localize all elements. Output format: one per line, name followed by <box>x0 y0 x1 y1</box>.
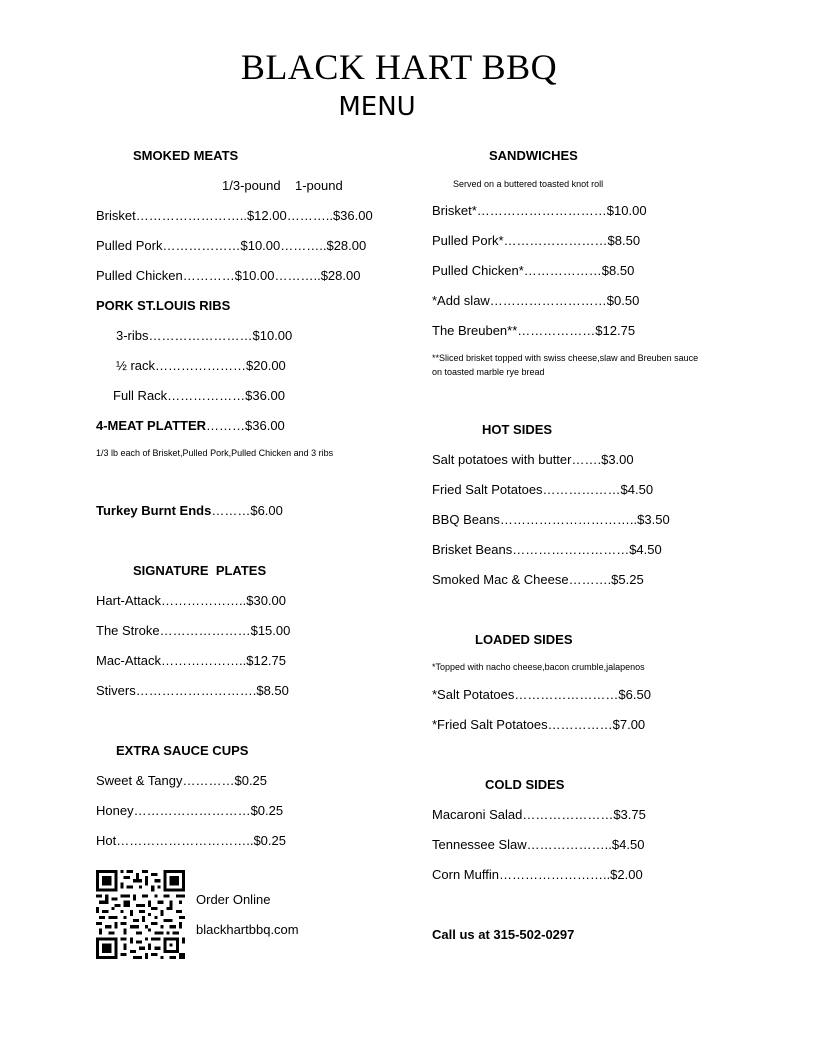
menu-item-half-rack: ½ rack…………………$20.00 <box>116 358 286 373</box>
menu-item-smoked-mac: Smoked Mac & Cheese……….$5.25 <box>432 572 644 587</box>
menu-item-loaded-salt-potatoes: *Salt Potatoes……………………$6.50 <box>432 687 651 702</box>
loaded-sides-note: *Topped with nacho cheese,bacon crumble,jalapenos <box>432 662 645 672</box>
menu-item-brisket-beans: Brisket Beans………………………$4.50 <box>432 542 662 557</box>
menu-subtitle: MENU <box>338 92 416 122</box>
menu-item-salt-potatoes: Salt potatoes with butter…….$3.00 <box>432 452 634 467</box>
sauce-heading: EXTRA SAUCE CUPS <box>116 743 249 758</box>
platter-name: 4-MEAT PLATTER <box>96 418 207 433</box>
platter-note: 1/3 lb each of Brisket,Pulled Pork,Pulled Chicken and 3 ribs <box>96 448 334 458</box>
menu-title: BLACK HART BBQ <box>240 47 558 87</box>
hot-sides-heading: HOT SIDES <box>482 422 553 437</box>
menu-item-mac-attack: Mac-Attack………………..$12.75 <box>96 653 286 668</box>
menu-item-pulled-pork-sandwich: Pulled Pork*……………………$8.50 <box>432 233 641 248</box>
breuben-footnote-1: **Sliced brisket topped with swiss cheese,slaw and Breuben sauce <box>432 353 699 363</box>
menu-item-breuben: The Breuben**………………$12.75 <box>432 323 636 338</box>
order-online-label: Order Online <box>196 892 271 907</box>
menu-item-brisket: Brisket……………………..$12.00………..$36.00 <box>96 208 373 223</box>
menu-item-bbq-beans: BBQ Beans…………………………..$3.50 <box>432 512 670 527</box>
menu-item-stivers: Stivers……………………….$8.50 <box>96 683 289 698</box>
size-column-header: 1/3-pound 1-pound <box>222 178 343 193</box>
sandwiches-heading: SANDWICHES <box>489 148 578 163</box>
menu-item-loaded-fried-salt-potatoes: *Fried Salt Potatoes……………$7.00 <box>432 717 646 732</box>
menu-item-macaroni-salad: Macaroni Salad…………………$3.75 <box>432 807 646 822</box>
signature-heading: SIGNATURE PLATES <box>133 563 267 578</box>
menu-item-the-stroke: The Stroke…………………$15.00 <box>96 623 291 638</box>
qr-code-icon[interactable] <box>96 870 185 959</box>
menu-item-pulled-pork: Pulled Pork………………$10.00………..$28.00 <box>96 238 367 253</box>
menu-item-3-ribs: 3-ribs……………………$10.00 <box>116 328 293 343</box>
menu-item-turkey <box>96 503 283 518</box>
menu-item-pulled-chicken-sandwich: Pulled Chicken*………………$8.50 <box>432 263 635 278</box>
menu-item-add-slaw: *Add slaw………………………$0.50 <box>432 293 640 308</box>
breuben-footnote-2: on toasted marble rye bread <box>432 367 545 377</box>
turkey-name: Turkey Burnt Ends <box>96 503 212 518</box>
sandwiches-note: Served on a buttered toasted knot roll <box>453 179 604 189</box>
ribs-heading: PORK ST.LOUIS RIBS <box>96 298 231 313</box>
phone-number[interactable]: Call us at 315-502-0297 <box>432 927 575 942</box>
website-link[interactable]: blackhartbbq.com <box>196 922 299 937</box>
menu-item-platter <box>96 418 285 433</box>
smoked-meats-heading: SMOKED MEATS <box>133 148 239 163</box>
menu-item-brisket-sandwich: Brisket*…………………………$10.00 <box>432 203 647 218</box>
menu-item-sweet-tangy: Sweet & Tangy…………$0.25 <box>96 773 268 788</box>
menu-item-tennessee-slaw: Tennessee Slaw………………..$4.50 <box>432 837 645 852</box>
loaded-sides-heading: LOADED SIDES <box>475 632 573 647</box>
menu-item-fried-salt-potatoes: Fried Salt Potatoes………………$4.50 <box>432 482 654 497</box>
menu-item-hart-attack: Hart-Attack………………..$30.00 <box>96 593 286 608</box>
menu-item-pulled-chicken: Pulled Chicken…………$10.00………..$28.00 <box>96 268 361 283</box>
menu-item-full-rack: Full Rack………………$36.00 <box>113 388 285 403</box>
cold-sides-heading: COLD SIDES <box>485 777 565 792</box>
menu-item-hot: Hot…………………………..$0.25 <box>96 833 286 848</box>
turkey-price: ………$6.00 <box>211 503 283 518</box>
menu-item-corn-muffin: Corn Muffin……………………..$2.00 <box>432 867 643 882</box>
platter-price: ………$36.00 <box>206 418 285 433</box>
menu-item-honey: Honey………………………$0.25 <box>96 803 284 818</box>
